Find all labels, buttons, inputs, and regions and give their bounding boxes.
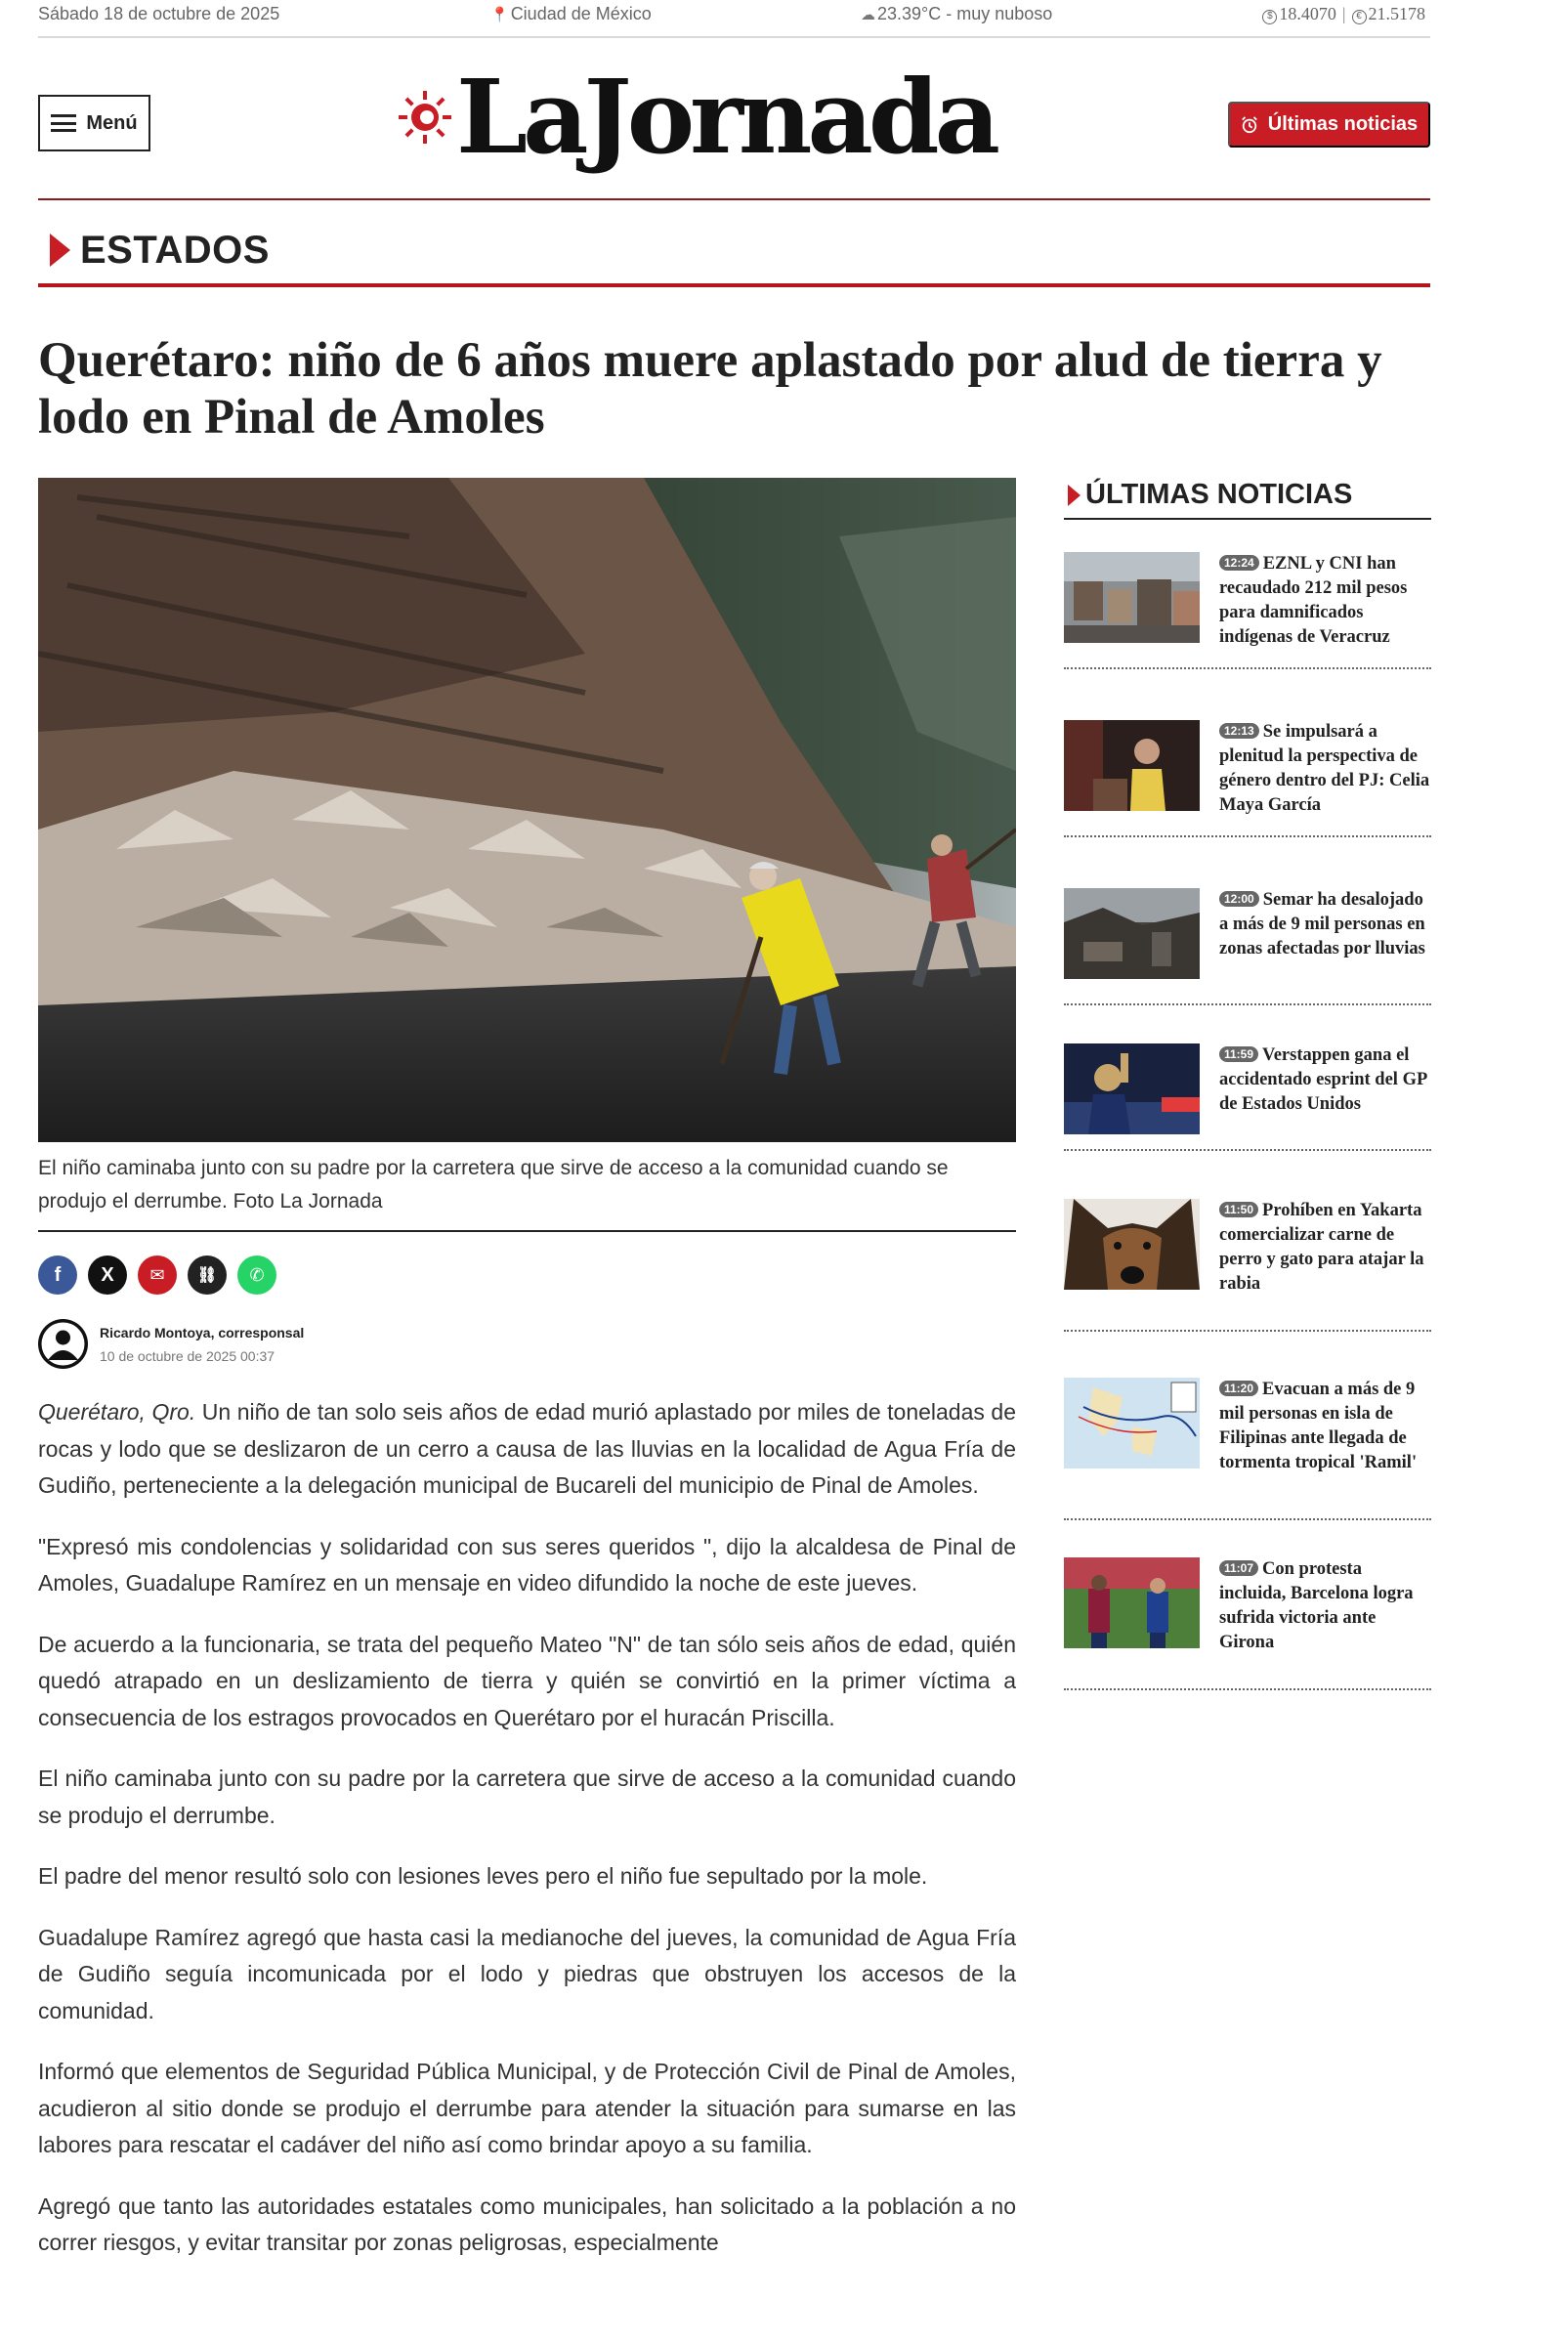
link-icon: ⛓ (196, 1267, 218, 1284)
author-block (38, 1319, 1016, 1369)
hamburger-icon (51, 114, 76, 132)
section-title[interactable]: ESTADOS (80, 228, 270, 272)
news-headline (1219, 1557, 1431, 1688)
top-bar (38, 0, 1430, 38)
triangle-marker-icon (50, 234, 70, 267)
news-thumbnail (1064, 1043, 1200, 1134)
cloud-icon: ☁ (861, 7, 875, 23)
email-share-button[interactable] (138, 1256, 177, 1295)
facebook-icon: f (54, 1263, 62, 1286)
news-time: 12:13 (1219, 723, 1259, 739)
news-title: EZNL y CNI han recaudado 212 mil pesos para damnificados indígenas de Veracruz (1219, 554, 1408, 647)
news-headline (1219, 888, 1431, 1003)
paragraph: De acuerdo a la funcionaria, se trata del pequeño Mateo "N" de tan sólo seis años de edad, quién quedó atrapado en un deslizamiento de tierra y quién se convirtió en la primer víctima a consecuencia de los estragos provocados en Querétaro por el huracán Priscilla. (38, 1631, 1016, 1730)
news-item[interactable] (1064, 552, 1431, 669)
x-icon: X (101, 1263, 114, 1286)
news-headline (1219, 1378, 1431, 1518)
news-headline (1219, 1199, 1431, 1330)
news-thumbnail (1064, 1378, 1200, 1468)
menu-button[interactable] (38, 95, 150, 151)
eur-rate: 21.5178 (1368, 4, 1425, 23)
news-title: Con protesta incluida, Barcelona logra sufrida victoria ante Girona (1219, 1559, 1414, 1652)
article-body (38, 1394, 1016, 2262)
user-icon (38, 1319, 88, 1369)
news-time: 11:59 (1219, 1046, 1258, 1062)
latest-news-sidebar (1064, 472, 1431, 1652)
paragraph: Informó que elementos de Seguridad Pública Municipal, y de Protección Civil de Pinal de Amoles, acudieron al sitio donde se produjo el derrumbe para atender la situación para sumarse en las labores para rescatar el cadáver del niño así como brindar apoyo a su familia. (38, 2059, 1016, 2157)
usd-rate: 18.4070 (1279, 4, 1336, 23)
article-headline: Querétaro: niño de 6 años muere aplastado por alud de tierra y lodo en Pinal de Amoles (38, 333, 1382, 445)
news-title: Prohíben en Yakarta comercializar carne de perro y gato para atajar la rabia (1219, 1201, 1424, 1294)
weather-text: 23.39°C - muy nuboso (877, 4, 1053, 23)
news-thumbnail (1064, 1199, 1200, 1290)
article-main (38, 478, 1016, 2286)
paragraph: Agregó que tanto las autoridades estatales como municipales, han solicitado a la población a no correr riesgos, y evitar transitar por zonas peligrosas, especialmente (38, 2192, 1016, 2255)
site-logo[interactable] (398, 56, 996, 177)
news-thumbnail (1064, 720, 1200, 811)
publish-date: 10 de octubre de 2025 00:37 (100, 1347, 275, 1364)
rate-separator: | (1341, 4, 1346, 23)
author-avatar (38, 1319, 88, 1369)
euro-icon: € (1352, 10, 1367, 24)
news-title: Verstappen gana el accidentado esprint del GP de Estados Unidos (1219, 1045, 1427, 1114)
news-headline (1219, 552, 1431, 667)
news-time: 12:00 (1219, 891, 1259, 907)
news-item[interactable] (1064, 888, 1431, 1005)
news-time: 11:07 (1219, 1560, 1258, 1576)
paragraph-text: Un niño de tan solo seis años de edad murió aplastado por miles de toneladas de rocas y lodo que se deslizaron de un cerro a causa de las lluvias en la localidad de Agua Fría de Gudiño, perteneciente a la delegación municipal de Bucareli del municipio de Pinal de Amoles. (38, 1399, 1017, 1498)
paragraph (38, 1394, 1016, 1505)
news-headline (1219, 720, 1431, 835)
facebook-share-button[interactable] (38, 1256, 77, 1295)
paragraph: "Expresó mis condolencias y solidaridad con sus seres queridos ", dijo la alcaldesa de Pinal de Amoles, Guadalupe Ramírez en un mensaje en video difundido la noche de este jueves. (38, 1533, 1016, 1596)
map-pin-icon: 📍 (490, 7, 509, 23)
sidebar-title: ÚLTIMAS NOTICIAS (1085, 479, 1353, 510)
menu-label: Menú (86, 111, 138, 134)
dateline: Querétaro, Qro. (38, 1399, 196, 1425)
copy-link-button[interactable] (188, 1256, 227, 1295)
news-time: 12:24 (1219, 555, 1259, 571)
news-title: Semar ha desalojado a más de 9 mil personas en zonas afectadas por lluvias (1219, 890, 1425, 958)
dollar-icon: $ (1262, 10, 1277, 24)
triangle-marker-icon (1068, 485, 1081, 506)
city-name: Ciudad de México (510, 4, 652, 23)
news-item[interactable] (1064, 1043, 1431, 1151)
news-item[interactable] (1064, 1199, 1431, 1332)
article-photo (38, 478, 1016, 1142)
x-share-button[interactable] (88, 1256, 127, 1295)
logo-sun-icon (398, 90, 452, 145)
paragraph: Guadalupe Ramírez agregó que hasta casi la medianoche del jueves, la comunidad de Agua Fría de Gudiño seguía incomunicada por el lodo y piedras que obstruyen los accesos de la comunidad. (38, 1924, 1016, 2023)
news-thumbnail (1064, 1557, 1200, 1648)
author-name[interactable]: Ricardo Montoya, corresponsal (100, 1324, 305, 1341)
news-title: Evacuan a más de 9 mil personas en isla de Filipinas ante llegada de tormenta tropical 'Ramil' (1219, 1380, 1418, 1472)
weather-info (861, 4, 1052, 24)
news-title: Se impulsará a plenitud la perspectiva de género dentro del PJ: Celia Maya García (1219, 722, 1430, 815)
logo-wordmark: LaJornada (456, 56, 996, 177)
exchange-rates (1262, 4, 1425, 24)
news-headline (1219, 1043, 1431, 1149)
news-thumbnail (1064, 888, 1200, 979)
current-date: Sábado 18 de octubre de 2025 (38, 4, 280, 23)
section-header (38, 217, 1430, 287)
news-time: 11:20 (1219, 1381, 1258, 1396)
whatsapp-icon: ✆ (249, 1264, 265, 1285)
latest-news-label: Últimas noticias (1267, 113, 1419, 135)
share-bar (38, 1256, 1016, 1295)
alarm-clock-icon (1241, 116, 1258, 134)
city-location (490, 4, 652, 24)
whatsapp-share-button[interactable] (237, 1256, 276, 1295)
email-icon: ✉ (149, 1264, 165, 1285)
photo-caption: El niño caminaba junto con su padre por la carretera que sirve de acceso a la comunidad cuando se produjo el derrumbe. Foto La Jornada (38, 1152, 1016, 1232)
news-thumbnail (1064, 552, 1200, 643)
news-time: 11:50 (1219, 1202, 1258, 1217)
latest-news-button[interactable] (1228, 102, 1430, 148)
paragraph: El padre del menor resultó solo con lesiones leves pero el niño fue sepultado por la mole. (38, 1863, 928, 1889)
site-header (38, 39, 1430, 200)
news-item[interactable] (1064, 1378, 1431, 1520)
paragraph: El niño caminaba junto con su padre por la carretera que sirve de acceso a la comunidad cuando se produjo el derrumbe. (38, 1766, 1016, 1828)
sidebar-header (1064, 472, 1431, 520)
news-item[interactable] (1064, 720, 1431, 837)
news-item[interactable] (1064, 1557, 1431, 1690)
